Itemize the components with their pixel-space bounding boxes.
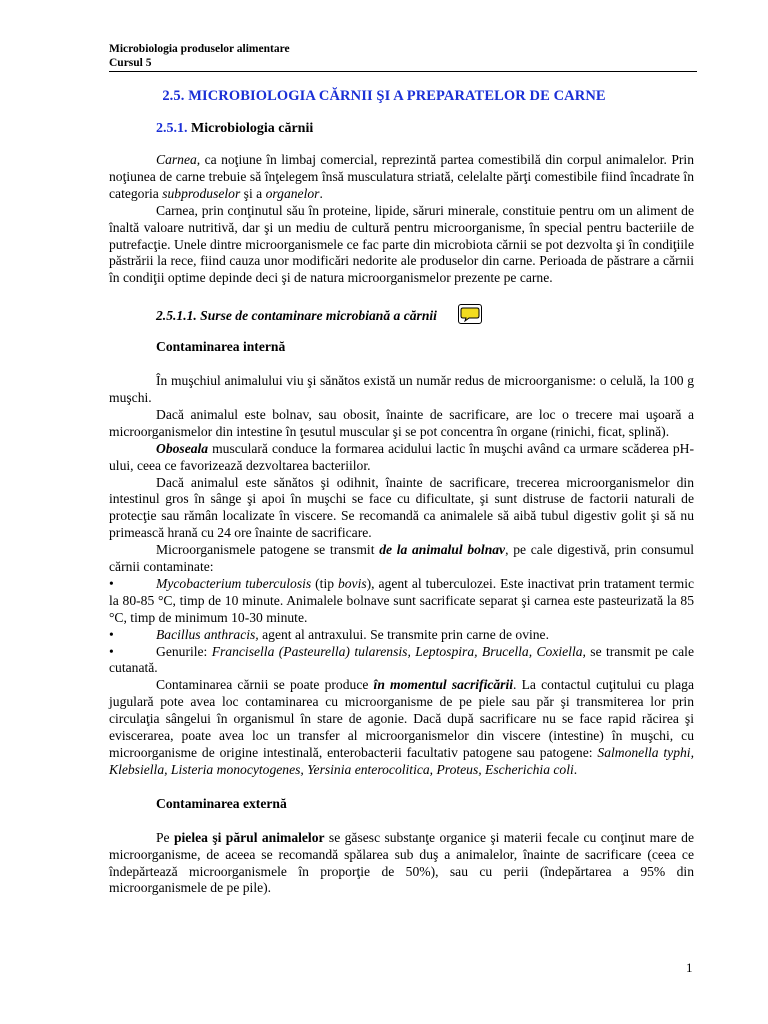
text: (tip <box>311 575 338 591</box>
comment-icon[interactable] <box>458 304 482 324</box>
list-item <box>109 627 694 644</box>
species-name: Mycobacterium tuberculosis <box>156 575 312 591</box>
term: subproduselor <box>162 185 241 201</box>
text: . La contactul cuţitului cu plaga jugulară pote avea loc contaminarea cu microorganisme de pe piele sau păr şi transmiterea lor prin circulaţia sângelui în organismul în stare de agonie. Dacă după sacrificare nu se face rapid răcirea şi eviscerarea, poate avea loc un transfer al microorganismelor din viscere (intestine) în muşchi, cu microorganisme de origine intestinală, enterobacterii facultativ patogene sau patogene: <box>109 677 694 760</box>
paragraph <box>109 441 694 475</box>
subsection-title: 2.5.1.1. Surse de contaminare microbiană a cărnii <box>156 308 437 324</box>
chapter-title: 2.5. MICROBIOLOGIA CĂRNII ŞI A PREPARATELOR DE CARNE <box>162 88 606 104</box>
bullet: • <box>109 626 114 642</box>
species-name: Francisella (Pasteurella) tularensis, Leptospira, Brucella, Coxiella, <box>211 643 586 659</box>
text: şi a <box>240 185 266 201</box>
term: pielea şi părul animalelor <box>173 829 325 845</box>
text: se transmit pe cale cutanată. <box>109 643 694 676</box>
list-item <box>109 576 694 627</box>
paragraph <box>109 152 694 203</box>
section-heading: Microbiologia cărnii <box>191 121 314 136</box>
species-name: Bacillus anthracis, <box>156 626 259 642</box>
document-body <box>109 152 694 897</box>
term: de la animalul bolnav <box>379 542 506 558</box>
term: organelor <box>265 185 320 201</box>
course-title: Microbiologia produselor alimentare <box>109 43 290 55</box>
bullet: • <box>109 575 114 591</box>
paragraph: Dacă animalul este bolnav, sau obosit, înainte de sacrificare, are loc o trecere mai uşoară a microorganismelor din intestine în ţesutul muscular şi se pot concentra în organe (rinichi, ficat, splină). <box>109 406 694 439</box>
paragraph: În muşchiul animalului viu şi sănătos există un număr redus de microorganisme: o celulă, la 100 g muşchi. <box>109 373 694 405</box>
subsection-heading: Contaminarea externă <box>156 795 287 811</box>
paragraph <box>109 830 694 898</box>
paragraph: Dacă animalul este sănătos şi odihnit, înainte de sacrificare, trecerea microorganismelor din intestinul gros în sânge şi apoi în muşchi se face cu dificultate, şi sunt distruse de factorii naturali de protecţie sau rămân localizate în viscere. Se recomandă ca animalele să aibă tubul digestiv golit şi să nu primească hrană cu 24 ore înainte de sacrificare. <box>109 474 694 541</box>
paragraph <box>109 677 694 778</box>
text: ), agent al tuberculozei. Este inactivat prin tratament termic la 80-85 °C, timp de 10 minute. Animalele bolnave sunt sacrificate separat şi carnea este pasteurizată la 85 °C, timp de minimum 10-30 minute. <box>109 575 695 625</box>
paragraph: Carnea, prin conţinutul său în proteine, lipide, săruri minerale, constituie pentru om un aliment de înaltă valoare nutritivă, dar şi un mediu de cultură pentru microorganisme, în special pentru bacteriile de putrefacţie. Unele dintre microorganismele ce fac parte din microbiota cărnii se pot dezvolta şi în condiţiile păstrării la rece, fiind cauza unor modificări nedorite ale produselor din carne. Perioada de păstrare a cărnii în condiţii optime depinde deci şi de natura microorganismelor prezente pe carne. <box>109 202 694 286</box>
list-item <box>109 644 694 678</box>
text: Pe <box>156 829 174 845</box>
text: Genurile: <box>156 643 212 659</box>
text: ca noţiune în limbaj comercial, reprezintă partea comestibilă din corpul animalelor. Prin noţiunea de carne trebuie să înţelegem însă musculatura striată, celelalte părţi comestibile fiind încadrate în categoria <box>109 152 694 201</box>
section-title <box>156 121 313 137</box>
text: se găsesc substanţe organice şi materii fecale cu conţinut mare de microorganisme, de aceea se recomandă spălarea sub duş a animalelor, înainte de sacrificare (ceea ce îndepărtează microorganismele în proporţie de 50%), sau cu perii (îndepărtarea a 95% din microorganismele de pe pile). <box>109 829 694 896</box>
text: . <box>319 185 323 201</box>
text: Microorganismele patogene se transmit <box>156 542 380 558</box>
text: musculară conduce la formarea acidului lactic în muşchi având ca urmare scăderea pH-ului, ceea ce favorizează dezvoltarea bacteriilor. <box>109 440 694 473</box>
page-number: 1 <box>686 960 693 975</box>
term: Oboseala <box>156 440 209 456</box>
subsection-heading <box>156 304 694 325</box>
text: . <box>573 761 578 777</box>
subsection-heading: Contaminarea internă <box>156 339 286 355</box>
term: bovis <box>337 575 367 591</box>
term: Carnea, <box>156 152 201 167</box>
text: , pe cale digestivă, prin consumul cărnii contaminate: <box>109 542 694 575</box>
species-name: Salmonella typhi, Klebsiella, Listeria monocytogenes, Yersinia enterocolitica, Proteus, Escherichia coli <box>109 745 694 777</box>
bullet: • <box>109 643 114 659</box>
lecture-number: Cursul 5 <box>109 57 152 69</box>
running-header <box>109 42 697 72</box>
section-number: 2.5.1. <box>156 121 188 136</box>
text: Contaminarea cărnii se poate produce <box>156 677 374 693</box>
paragraph <box>109 542 694 576</box>
text: agent al antraxului. Se transmite prin carne de ovine. <box>258 626 549 642</box>
term: în momentul sacrificării <box>373 677 514 693</box>
